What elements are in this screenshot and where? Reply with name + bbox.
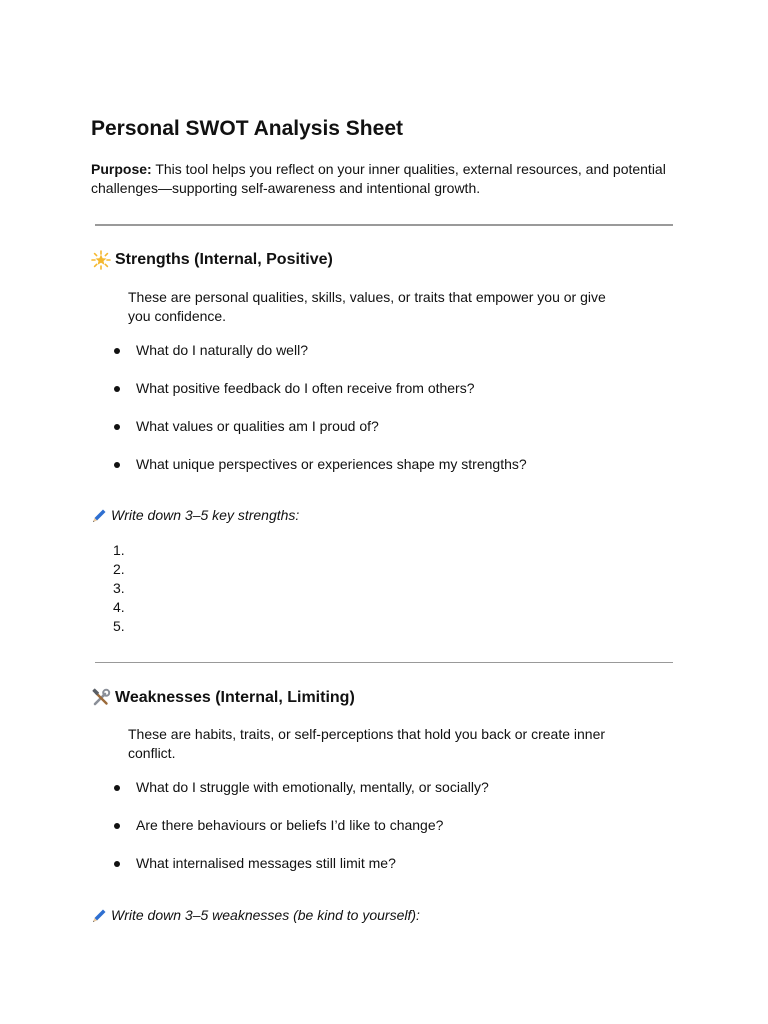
strengths-heading [91, 250, 333, 270]
divider-middle [95, 662, 673, 663]
list-item [112, 778, 489, 816]
weaknesses-prompt-text: Write down 3–5 weaknesses (be kind to yourself): [111, 907, 420, 923]
strengths-answer-list [113, 541, 125, 636]
purpose-label: Purpose: [91, 161, 152, 177]
question-text: What positive feedback do I often receive from others? [136, 380, 475, 396]
glowing-star-icon [91, 250, 111, 270]
purpose-paragraph [91, 160, 691, 198]
list-item[interactable]: 3. [113, 580, 125, 596]
hammer-and-wrench-icon [91, 688, 111, 708]
question-text: Are there behaviours or beliefs I’d like to change? [136, 817, 444, 833]
strengths-heading-text: Strengths (Internal, Positive) [115, 251, 333, 268]
question-text: What values or qualities am I proud of? [136, 418, 379, 434]
weaknesses-prompt [91, 906, 420, 925]
weaknesses-heading [91, 688, 355, 708]
list-item [112, 379, 527, 417]
divider-top [95, 224, 673, 226]
question-text: What do I struggle with emotionally, mentally, or socially? [136, 779, 489, 795]
bullet-dot [114, 823, 120, 829]
list-item[interactable]: 5. [113, 618, 125, 634]
strengths-prompt-text: Write down 3–5 key strengths: [111, 507, 300, 523]
pen-icon [91, 508, 107, 524]
list-item[interactable]: 2. [113, 561, 125, 577]
weaknesses-questions [112, 778, 489, 892]
list-item [112, 455, 527, 493]
list-item [112, 417, 527, 455]
bullet-dot [114, 424, 120, 430]
bullet-dot [114, 348, 120, 354]
bullet-dot [114, 861, 120, 867]
question-text: What do I naturally do well? [136, 342, 308, 358]
strengths-description: These are personal qualities, skills, values, or traits that empower you or give you confidence. [128, 289, 606, 324]
weaknesses-description: These are habits, traits, or self-perceptions that hold you back or create inner conflict. [128, 726, 606, 761]
list-item [112, 854, 489, 892]
weaknesses-heading-text: Weaknesses (Internal, Limiting) [115, 689, 355, 706]
list-item [112, 341, 527, 379]
list-item [112, 816, 489, 854]
list-item[interactable]: 1. [113, 542, 125, 558]
question-text: What internalised messages still limit me? [136, 855, 396, 871]
bullet-dot [114, 785, 120, 791]
strengths-questions [112, 341, 527, 493]
bullet-dot [114, 386, 120, 392]
page-title: Personal SWOT Analysis Sheet [91, 117, 403, 140]
purpose-text: This tool helps you reflect on your inner qualities, external resources, and potential challenges—supporting self-awareness and intentional growth. [91, 161, 666, 196]
question-text: What unique perspectives or experiences shape my strengths? [136, 456, 527, 472]
list-item[interactable]: 4. [113, 599, 125, 615]
bullet-dot [114, 462, 120, 468]
strengths-prompt [91, 506, 299, 525]
pen-icon [91, 908, 107, 924]
